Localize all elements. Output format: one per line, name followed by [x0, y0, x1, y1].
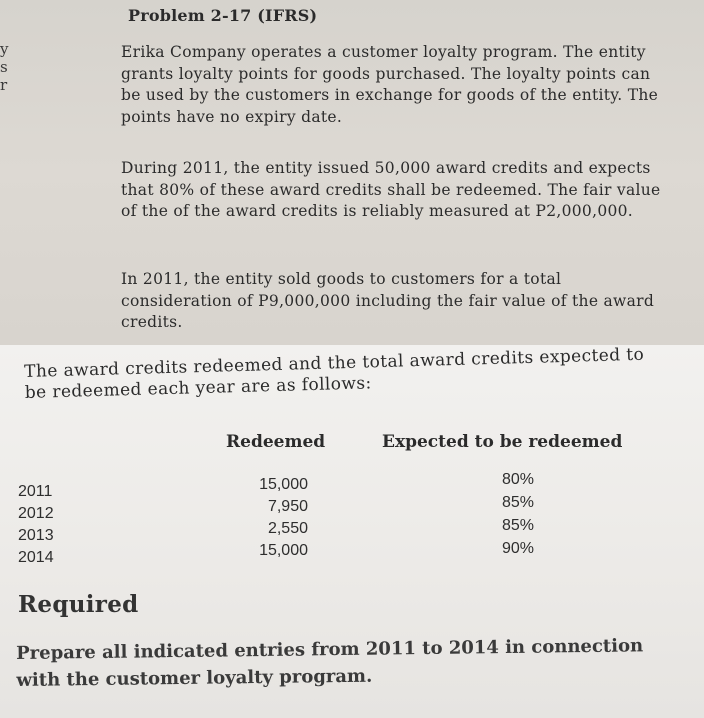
required-instruction: Prepare all indicated entries from 2011 to 2014 in connection with the customer loyalty program. [16, 635, 644, 691]
required-heading: Required [18, 591, 139, 618]
expected-column [497, 468, 539, 560]
year-cell: 2013 [18, 527, 54, 544]
left-margin-fragments [0, 40, 20, 94]
year-cell: 2014 [18, 549, 54, 566]
expected-cell: 90% [501, 540, 535, 557]
year-cell: 2012 [18, 505, 54, 522]
margin-fragment: s [0, 58, 8, 76]
expected-cell: 80% [501, 471, 535, 488]
table-intro: The award credits redeemed and the total award credits expected to be redeemed each year are as follows: [24, 344, 645, 403]
year-column [18, 481, 54, 569]
header-expected: Expected to be redeemed [382, 432, 623, 452]
redeemed-column [252, 474, 308, 562]
problem-paragraph-3: In 2011, the entity sold goods to customers for a total consideration of P9,000,000 including the fair value of the award credits. [121, 270, 655, 331]
problem-paragraph-1: Erika Company operates a customer loyalty program. The entity grants loyalty points for goods purchased. The loyalty points can be used by the customers in exchange for goods of the entity. The points have no expiry date. [121, 43, 659, 126]
problem-paragraph-2: During 2011, the entity issued 50,000 award credits and expects that 80% of these award credits shall be redeemed. The fair value of the of the award credits is reliably measured at P2,000,000. [121, 159, 661, 220]
redeemed-cell: 15,000 [259, 542, 308, 559]
redeemed-cell: 2,550 [267, 520, 308, 537]
header-redeemed: Redeemed [226, 432, 326, 452]
problem-title: Problem 2-17 (IFRS) [128, 6, 318, 25]
year-cell: 2011 [18, 483, 53, 500]
expected-cell: 85% [501, 517, 535, 534]
margin-fragment: r [0, 76, 8, 94]
margin-fragment: y [0, 40, 9, 58]
redeemed-cell: 15,000 [259, 476, 308, 493]
redeemed-cell: 7,950 [267, 498, 308, 515]
expected-cell: 85% [501, 494, 535, 511]
